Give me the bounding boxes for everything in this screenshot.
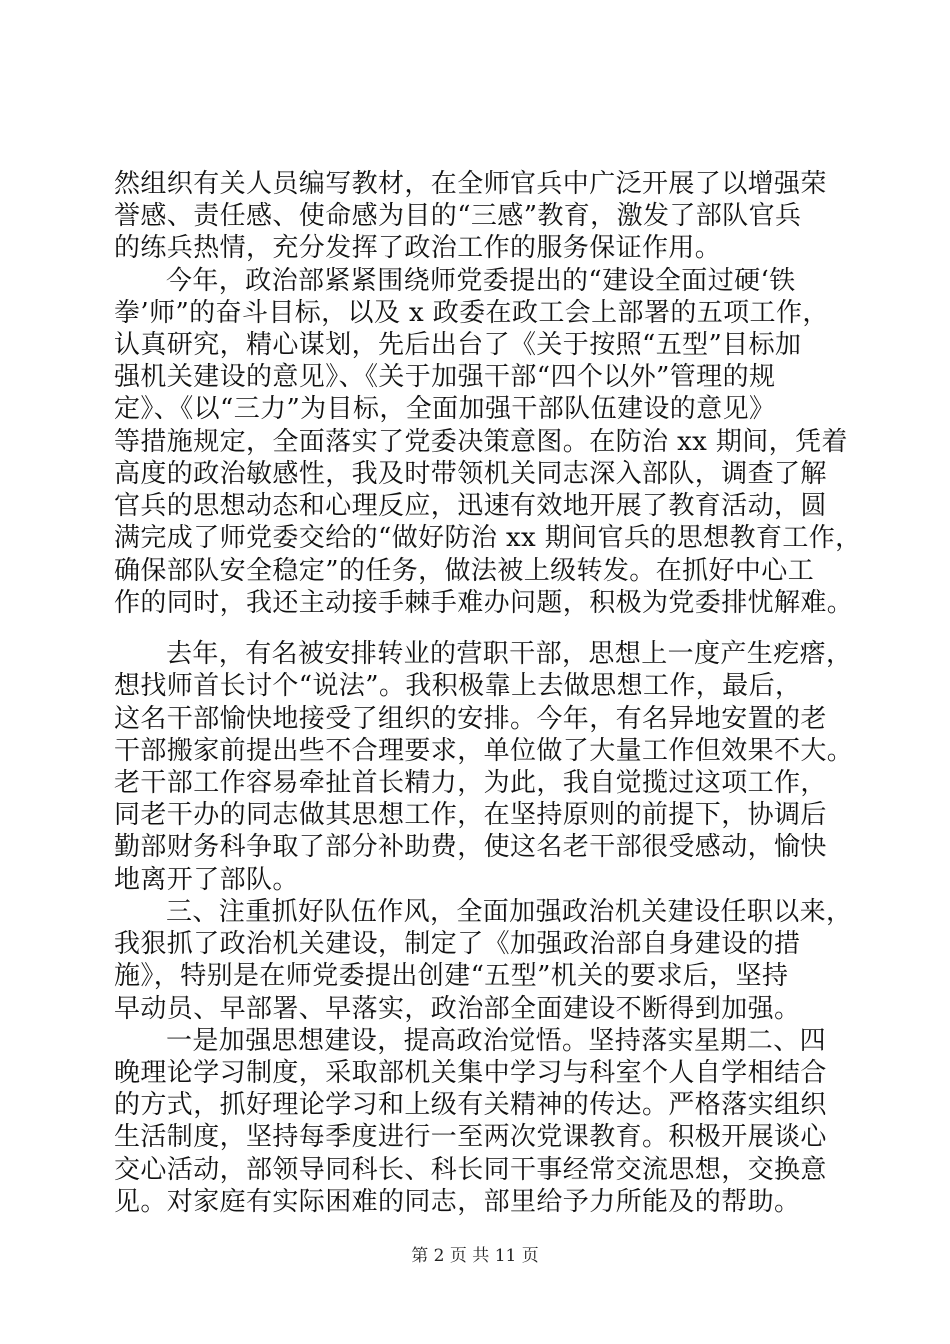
text-line: 晚理论学习制度，采取部机关集中学习与科室个人自学相结合 [114,1058,827,1088]
text-line: 定》、《以“三力”为目标，全面加强干部队伍建设的意见》 [114,394,776,424]
text-line: 想找师首长讨个“说法”。我积极靠上去做思想工作，最后， [114,671,802,701]
text-line: 三、注重抓好队伍作风，全面加强政治机关建设任职以来， [166,897,853,927]
text-line: 施》，特别是在师党委提出创建“五型”机关的要求后，坚持 [114,961,789,991]
text-line: 早动员、早部署、早落实，政治部全面建设不断得到加强。 [114,994,801,1024]
page-footer: 第 2 页 共 11 页 [411,1246,539,1266]
text-line: 然组织有关人员编写教材，在全师官兵中广泛开展了以增强荣 [114,169,827,199]
text-line: 干部搬家前提出些不合理要求，单位做了大量工作但效果不大。 [114,736,854,766]
text-line: 老干部工作容易牵扯首长精力，为此，我自觉揽过这项工作， [114,768,827,798]
text-line: 作的同时，我还主动接手棘手难办问题，积极为党委排忧解难。 [114,588,854,618]
text-line: 誉感、责任感、使命感为目的“三感”教育，激发了部队官兵 [114,201,802,231]
text-line: 高度的政治敏感性，我及时带领机关同志深入部队，调查了解 [114,459,827,489]
text-line: 拳’师”的奋斗目标，以及 x 政委在政工会上部署的五项工作， [114,298,829,328]
text-line: 等措施规定，全面落实了党委决策意图。在防治 xx 期间，凭着 [114,427,848,457]
text-line: 去年，有名被安排转业的营职干部，思想上一度产生疙瘩， [166,639,853,669]
text-line: 今年，政治部紧紧围绕师党委提出的“建设全面过硬‘铁 [166,266,796,296]
text-line: 官兵的思想动态和心理反应，迅速有效地开展了教育活动，圆 [114,491,827,521]
text-line: 同老干办的同志做其思想工作，在坚持原则的前提下，协调后 [114,800,827,830]
text-line: 确保部队安全稳定”的任务，做法被上级转发。在抓好中心工 [114,556,815,586]
text-line: 见。对家庭有实际困难的同志，部里给予力所能及的帮助。 [114,1187,801,1217]
text-line: 认真研究，精心谋划，先后出台了《关于按照“五型”目标加 [114,330,802,360]
text-line: 一是加强思想建设，提高政治觉悟。坚持落实星期二、四 [166,1026,827,1056]
text-line: 满完成了师党委交给的“做好防治 xx 期间官兵的思想教育工作， [114,523,862,553]
text-line: 我狠抓了政治机关建设，制定了《加强政治部自身建设的措 [114,929,801,959]
text-line: 这名干部愉快地接受了组织的安排。今年，有名异地安置的老 [114,704,827,734]
text-line: 勤部财务科争取了部分补助费，使这名老干部很受感动，愉快 [114,832,827,862]
text-line: 的方式，抓好理论学习和上级有关精神的传达。严格落实组织 [114,1090,827,1120]
text-line: 强机关建设的意见》、《关于加强干部“四个以外”管理的规 [114,362,776,392]
text-line: 交心活动，部领导同科长、科长同干事经常交流思想，交换意 [114,1155,827,1185]
text-line: 生活制度，坚持每季度进行一至两次党课教育。积极开展谈心 [114,1122,827,1152]
text-line: 地离开了部队。 [114,865,299,895]
text-line: 的练兵热情，充分发挥了政治工作的服务保证作用。 [114,233,722,263]
